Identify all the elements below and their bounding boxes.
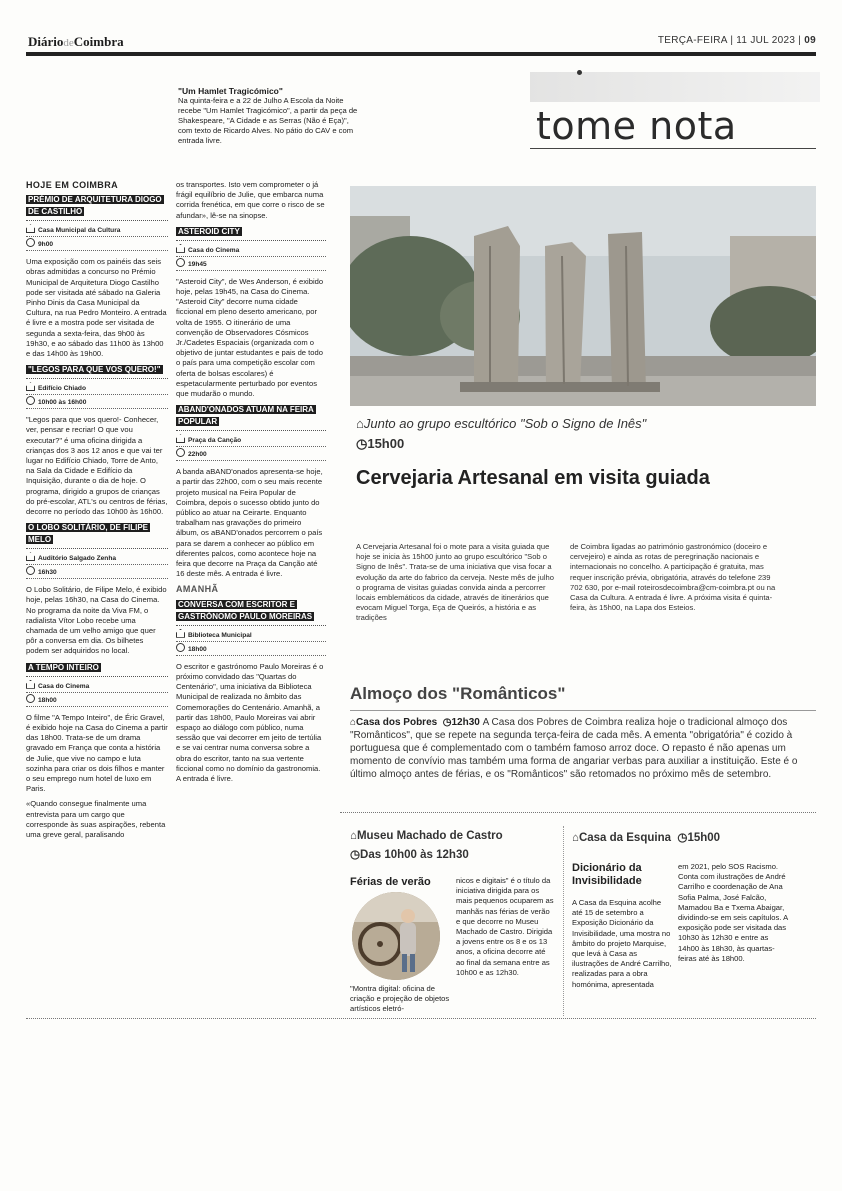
clock-icon xyxy=(26,238,35,247)
header-rule xyxy=(26,52,816,56)
heading-amanha: AMANHÃ xyxy=(176,584,219,595)
location-icon xyxy=(26,680,35,689)
clock-icon: ◷ xyxy=(350,849,361,861)
clock-icon xyxy=(176,258,185,267)
section-rule xyxy=(530,148,816,149)
esquina-title: Dicionário da Invisibilidade xyxy=(572,862,642,887)
event-label: CONVERSA COM ESCRITOR E GASTRÓNOMO PAULO MOREIRAS xyxy=(178,599,313,621)
location-icon xyxy=(176,244,185,253)
feature-location: ⌂Junto ao grupo escultórico "Sob o Signo de Inês" xyxy=(356,416,647,431)
child-with-carriage-illustration xyxy=(352,892,440,980)
location-icon xyxy=(176,629,185,638)
event-label: ASTEROID CITY xyxy=(178,226,240,236)
clock-icon xyxy=(26,566,35,575)
event-place: Auditório Salgado Zenha xyxy=(38,555,117,563)
event-text: "Legos para que vos quero!- Conhecer, ver, pensar e recriar! O que vou executar?" é uma oficina dirigida a crianças dos 3 aos 12 anos e que vai ter lugar no Edifício Chiado, Torre de Anto, na Sala da Cidade e Edifício da Inquisição, durante o dia de hoje. O programa, dirigido a grupos de crianças do pré-escolar, ATL's ou centros de férias, decorre no período das 10h00 às 16h00. xyxy=(26,415,168,517)
museu-text-b: nicos e digitais" é o título da iniciativa dirigida para os mais pequenos ocuparem as manhãs nas férias de verão e que decorre no Museu Machado de Castro. Dirigida a jovens entre os 8 e os 13 anos, a oficina decorre até ao final da semana entre as 10h00 e as 12h30. xyxy=(456,876,554,977)
event-label: O LOBO SOLITÁRIO, DE FILIPE MELO xyxy=(28,523,149,545)
event-time: 16h30 xyxy=(38,569,57,577)
clock-icon xyxy=(176,643,185,652)
event-place: Casa do Cinema xyxy=(38,682,90,690)
event-text: "Asteroid City", de Wes Anderson, é exibido hoje, pelas 19h45, na Casa do Cinema. "Asteroid City" decorre numa cidade ficcional em pleno deserto americano, por volta de 1955. O itinerário de uma convenção de Observadores Cósmicos Jr./Cadetes Espaciais (organizada com o objetivo de juntar estudantes e pais de todo o país para uma competição escolar com oferta de bolsas escolares) é espetacularmente perturbado por eventos que mudarão o mundo. xyxy=(176,276,324,399)
event-time: 22h00 xyxy=(188,451,207,459)
event-place: Casa Municipal da Cultura xyxy=(38,227,121,235)
event-text: Uma exposição com os painéis das seis obras admitidas a concurso no Prémio Municipal de Arquitetura Diogo Castilho pode ser visitada até sábado na Galeria Pinho Dinis da Casa Municipal da Cultura, na rua Pedro Monteiro. A entrada é livre e a mostra pode ser visitada de segunda a sexta-feira, das 9h00 às 19h30, e ao sábado das 11h00 às 13h00 e das 14h00 às 19h00. xyxy=(26,257,167,359)
event-time: 9h00 xyxy=(38,241,54,249)
event-text: O Lobo Solitário, de Filipe Melo, é exibido hoje, pelas 16h30, na Casa do Cinema. No programa da noite da Viva FM, o radialista Vítor Lobo recebe uma chamada de um velho amigo que quer pôr a conversa em dia. Os bilhetes podem ser adquiridos no local. xyxy=(26,585,167,656)
promo-text: Na quinta-feira e a 22 de Julho A Escola da Noite recebe "Um Hamlet Tragicómico", a partir da peça de Shakespeare, "A Cidade e as Serras (Não é Eça)", com texto de Ricardo Alves. No pátio do CAV e com entrada livre. xyxy=(178,96,358,145)
event-text: A banda aBAND'onados apresenta-se hoje, a partir das 22h00, com o seu mais recente projeto musical na Feira Popular de Coimbra, depois o sucesso obtido junto do público ao atuar na Ceirarte. Enquanto trabalham nas gravações do primeiro álbum, os aBAND'onados percorrem o país para se darem a conhecer ao público em diferentes palcos, como acontece hoje na feira que decorre na Praça da Canção até 16 deste mês. A entrada é livre. xyxy=(176,467,323,579)
clock-icon xyxy=(176,448,185,457)
museu-time: ◷Das 10h00 às 12h30 xyxy=(350,849,469,861)
column-hoje xyxy=(26,180,168,845)
bleed-through-banner xyxy=(530,72,820,102)
location-icon xyxy=(26,382,35,391)
issue-date: TERÇA-FEIRA | 11 JUL 2023 | 09 xyxy=(657,35,816,46)
clock-icon: ◷ xyxy=(356,436,368,451)
almoco-rule xyxy=(350,710,816,711)
esquina-text-a: A Casa da Esquina acolhe até 15 de setembro a Exposição Dicionário da Invisibilidade, uma mostra no âmbito do projeto Marquise, que levá à Casa as ilustrações de André Carrilho, realizadas para a obra homónima, apresentada xyxy=(572,898,672,989)
event-place: Edifício Chiado xyxy=(38,385,86,393)
house-icon: ⌂ xyxy=(356,416,364,431)
event-label: ABAND'ONADOS ATUAM NA FEIRA POPULAR xyxy=(178,405,314,427)
museu-photo xyxy=(352,892,440,980)
section-divider xyxy=(340,812,816,813)
column-hoje-continued xyxy=(176,180,326,789)
event-text: os transportes. Isto vem comprometer o já frágil equilíbrio de Julie, que embarca numa corrida frenética, em que corre o risco de se afundar», lê-se na sinopse. xyxy=(176,180,325,220)
event-place: Casa do Cinema xyxy=(188,246,240,254)
museu-text-a: "Montra digital: oficina de criação e projeção de objetos artísticos eletró- xyxy=(350,984,450,1014)
museu-title: Férias de verão xyxy=(350,876,431,888)
museu-location: ⌂Museu Machado de Castro xyxy=(350,830,503,842)
almoco-text: ⌂Casa dos Pobres ◷12h30 A Casa dos Pobres de Coimbra realiza hoje o tradicional almoço dos "Românticos", que se repete na segunda terça-feira de cada mês. A ementa "obrigatória" é cozido à portuguesa que é complementado com o também famoso arroz doce. O repasto é não apenas um momento de convívio mas também uma forma de angariar verbas para auxiliar a instituição. Este é o último almoço antes de férias, e os "Românticos" são retomados no próximo mês de setembro. xyxy=(350,717,798,780)
promo-title: "Um Hamlet Tragicómico" xyxy=(178,86,283,96)
clock-icon xyxy=(26,694,35,703)
esquina-location: ⌂Casa da Esquina ◷15h00 xyxy=(572,832,721,844)
event-place: Praça da Canção xyxy=(188,437,242,445)
house-icon: ⌂ xyxy=(350,717,357,728)
location-icon xyxy=(26,224,35,233)
feature-text-a: A Cervejaria Artesanal foi o mote para a visita guiada que hoje se inicia às 15h00 junto ao grupo escultórico "Sob o Signo de Inês". Trata-se de uma iniciativa que visa focar a evolução da arte do fabrico da cerveja. Neste mês de julho o programa de visitas guiadas convida ainda a percorrer locais emblemáticos da cidade, através de itinerários que evocam Miguel Torga, Eça de Queirós, a história e as tradições xyxy=(356,542,554,623)
clock-icon xyxy=(26,396,35,405)
clock-icon: ◷ xyxy=(442,717,452,728)
page-number: 09 xyxy=(804,35,816,46)
event-text: O filme "A Tempo Inteiro", de Éric Gravel, é exibido hoje na Casa do Cinema a partir das 18h00. Trata-se de um drama gravado em França que conta a história de Julie, que vive no campo e luta sozinha para criar os dois filhos e manter o seu emprego num hotel de luxo em Paris. xyxy=(26,712,168,794)
feature-time: ◷15h00 xyxy=(356,436,405,451)
section-title: tome nota xyxy=(536,104,737,148)
bottom-rule xyxy=(26,1018,816,1019)
heading-hoje: HOJE EM COIMBRA xyxy=(26,180,119,190)
sculpture-photo xyxy=(350,186,816,406)
house-icon: ⌂ xyxy=(350,830,357,842)
sculpture-illustration xyxy=(350,186,816,406)
location-icon xyxy=(26,552,35,561)
clock-icon: ◷ xyxy=(677,832,688,844)
house-icon: ⌂ xyxy=(572,832,579,844)
event-text: O escritor e gastrónomo Paulo Moreiras é o próximo convidado das "Quartas do Centenário", uma iniciativa da Biblioteca Municipal de realizada no âmbito das Comemorações do Centenário. Amanhã, a partir das 18h00, Paulo Moreiras vai abrir espaço ao diálogo com público, numa sessão que vai decorrer em jeito de tertúlia e se vai centrar numa conversa sobre a obra do escritor, tanto na sua vertente ficcional como no domínio da gastronomia. A entrada é livre. xyxy=(176,661,324,783)
event-label: PRÉMIO DE ARQUITETURA DIOGO DE CASTILHO xyxy=(28,195,162,217)
column-separator xyxy=(563,826,564,1016)
event-place: Biblioteca Municipal xyxy=(188,631,252,639)
event-label: A TEMPO INTEIRO xyxy=(28,662,99,672)
bullet-dot xyxy=(577,70,582,75)
almoco-place: Casa dos Pobres xyxy=(356,717,438,728)
event-time: 18h00 xyxy=(188,645,207,653)
event-time: 19h45 xyxy=(188,260,207,268)
event-time: 18h00 xyxy=(38,696,57,704)
event-time: 10h00 às 16h00 xyxy=(38,399,87,407)
esquina-text-b: em 2021, pelo SOS Racismo. Conta com ilustrações de André Carrilho e coordenação de Ana Sofia Palma, José Falcão, Mamadou Ba e Txema Abaigar, dividindo-se em seis capítulos. A exposição pode ser visitada das 10h30 às 12h30 e entre as 14h00 às 18h30, às quartas-feiras até às 18h00. xyxy=(678,862,788,963)
feature-title: Cervejaria Artesanal em visita guiada xyxy=(356,467,710,489)
event-label: "LEGOS PARA QUE VOS QUERO!" xyxy=(28,365,161,375)
feature-text-b: de Coimbra ligadas ao património gastronómico (doceiro e cervejeiro) e ainda as rotas de peregrinação nacionais e internacionais no concelho. A participação é gratuita, mas requer inscrição prévia, obrigatória, através do telefone 239 702 630, por e-mail roteirosdecoimbra@cm-coimbra.pt ou na Casa da Cultura. A entrada é livre. A próxima visita é quinta-feira, às 15h00, na Lapa dos Esteios. xyxy=(570,542,776,613)
almoco-title: Almoço dos "Românticos" xyxy=(350,684,566,703)
almoco-time: 12h30 xyxy=(451,717,480,728)
newspaper-title: DiáriodeCoimbra xyxy=(28,34,124,49)
location-icon xyxy=(176,434,185,443)
event-text: «Quando consegue finalmente uma entrevista para um cargo que corresponde às suas aspirações, rebenta uma greve geral, paralisando xyxy=(26,799,166,839)
